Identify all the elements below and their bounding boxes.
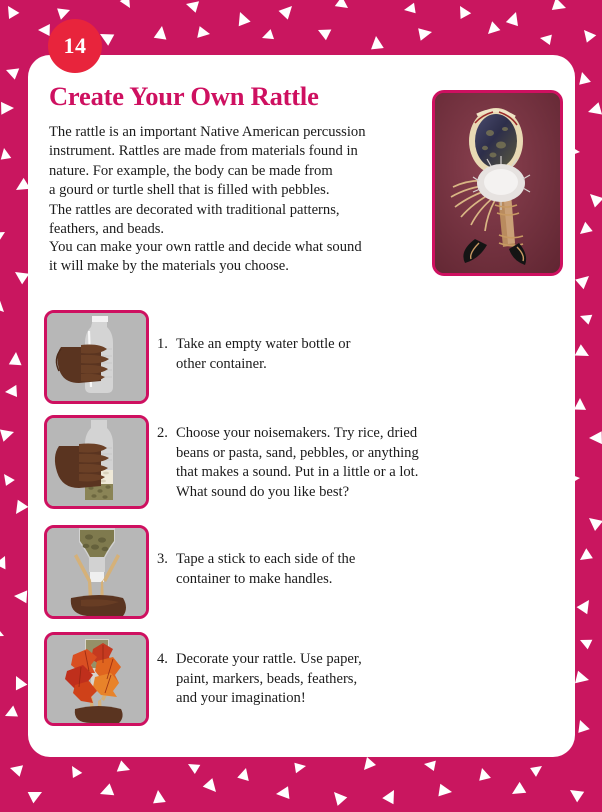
step-photo-4 — [44, 632, 149, 726]
step-line: paint, markers, beads, feathers, — [176, 670, 358, 687]
step-line: Take an empty water bottle or — [176, 336, 351, 352]
step-line: other container. — [176, 355, 267, 372]
intro-line: instrument. Rattles are made from materials found in — [49, 143, 358, 160]
intro-line: The rattles are decorated with traditional patterns, — [49, 201, 340, 218]
step-photo-1-image — [47, 313, 146, 401]
step-text-4 — [157, 650, 447, 709]
step-line: and your imagination! — [176, 690, 306, 707]
step-text-3 — [157, 550, 447, 589]
intro-line: it will make by the materials you choose. — [49, 258, 289, 275]
step-line: Decorate your rattle. Use paper, — [176, 651, 362, 667]
intro-paragraph-2 — [49, 238, 424, 277]
step-line: that makes a sound. Put in a little or a lot. — [176, 464, 419, 481]
step-number: 2. — [157, 425, 168, 441]
step-line: Tape a stick to each side of the — [176, 551, 356, 567]
step-photo-2 — [44, 415, 149, 509]
step-number: 4. — [157, 651, 168, 667]
step-photo-3-image — [47, 528, 146, 616]
step-photo-4-image — [47, 635, 146, 723]
step-number: 3. — [157, 551, 168, 567]
step-number: 1. — [157, 336, 168, 352]
step-text-2 — [157, 424, 447, 502]
step-line: Choose your noisemakers. Try rice, dried — [176, 425, 418, 441]
step-line: container to make handles. — [176, 570, 333, 587]
step-line: What sound do you like best? — [176, 483, 350, 500]
step-photo-3 — [44, 525, 149, 619]
step-line: beans or pasta, sand, pebbles, or anything — [176, 444, 419, 461]
rattle-photo — [432, 90, 563, 276]
step-text-1 — [157, 335, 447, 374]
intro-line: nature. For example, the body can be made from — [49, 162, 333, 179]
intro-line: feathers, and beads. — [49, 221, 165, 238]
page-title: Create Your Own Rattle — [49, 81, 319, 111]
page-number-badge: 14 — [48, 19, 102, 73]
intro-paragraph-1 — [49, 123, 424, 239]
intro-line: You can make your own rattle and decide what sound — [49, 239, 362, 255]
intro-line: a gourd or turtle shell that is filled with pebbles. — [49, 182, 330, 199]
step-photo-2-image — [47, 418, 146, 506]
rattle-photo-image — [435, 93, 560, 273]
step-photo-1 — [44, 310, 149, 404]
intro-line: The rattle is an important Native American percussion — [49, 124, 366, 140]
